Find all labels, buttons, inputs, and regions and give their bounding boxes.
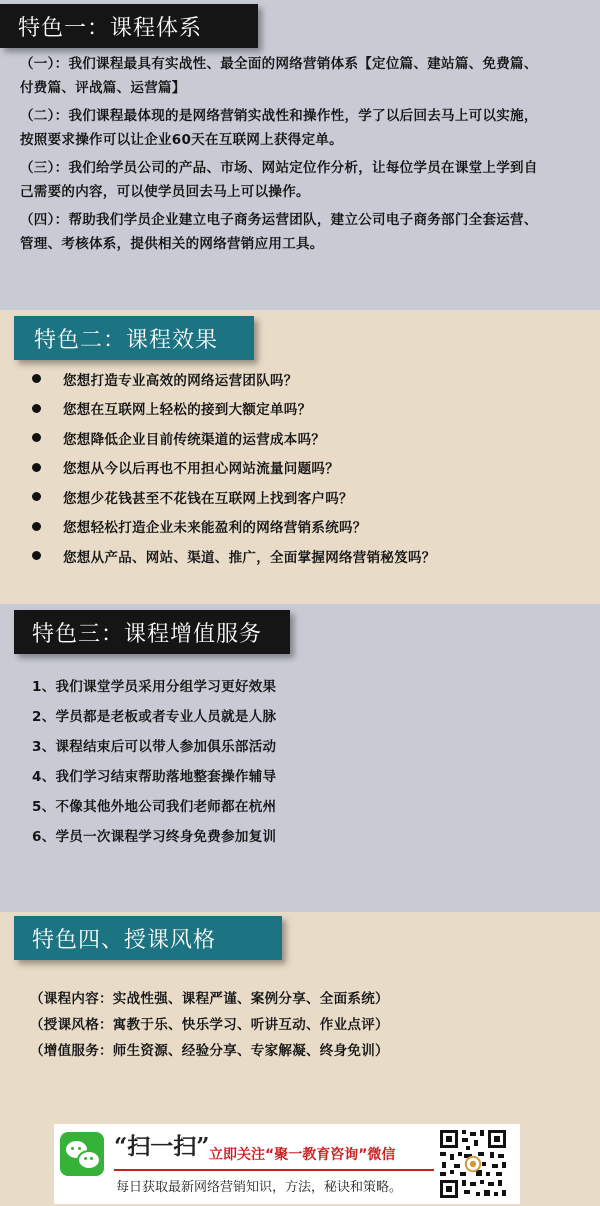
wechat-icon [60, 1132, 104, 1176]
question-text: 您想少花钱甚至不花钱在互联网上找到客户吗？ [63, 490, 353, 507]
wechat-banner[interactable] [54, 1124, 520, 1204]
list-item: 5、不像其他外地公司我们老师都在杭州 [32, 799, 277, 815]
bullet-icon [32, 374, 41, 383]
list-item: 6、学员一次课程学习终身免费参加复训 [32, 829, 277, 845]
paragraph: （三）：我们给学员公司的产品、市场、网站定位作分析，让每位学员在课堂上学到自己需要的内容，可以使学员回去马上可以操作。 [20, 160, 538, 200]
qr-code-icon[interactable] [438, 1128, 508, 1200]
chat-bubble-right [77, 1150, 101, 1170]
paragraph: （一）：我们课程最具有实战性、最全面的网络营销体系【定位篇、建站篇、免费篇、付费篇、评战篇、运营篇】 [20, 56, 538, 96]
question-text: 您想从产品、网站、渠道、推广，全面掌握网络营销秘笈吗？ [63, 549, 436, 566]
list-item [32, 512, 572, 542]
section-course-system [0, 0, 600, 310]
list-item: （课程内容：实战性强、课程严谨、案例分享、全面系统） [30, 991, 389, 1007]
follow-label: 立即关注“聚一教育咨询”微信 [209, 1147, 396, 1163]
list-item: 2、学员都是老板或者专业人员就是人脉 [32, 709, 277, 725]
list-item: 1、我们课堂学员采用分组学习更好效果 [32, 679, 277, 695]
section-course-effect [0, 310, 600, 604]
question-text: 您想打造专业高效的网络运营团队吗？ [63, 372, 298, 389]
bullet-icon [32, 522, 41, 531]
question-text: 您想在互联网上轻松的接到大额定单吗？ [63, 402, 312, 419]
bullet-icon [32, 404, 41, 413]
style-list [30, 986, 570, 1064]
list-item [32, 453, 572, 483]
question-text: 您想降低企业目前传统渠道的运营成本吗？ [63, 431, 326, 448]
bullet-icon [32, 463, 41, 472]
list-item [32, 394, 572, 424]
list-item: （增值服务：师生资源、经验分享、专家解凝、终身免训） [30, 1043, 389, 1059]
section-title: 特色二：课程效果 [14, 316, 254, 360]
section-value-added-services [0, 604, 600, 912]
paragraph: （二）：我们课程最体现的是网络营销实战性和操作性，学了以后回去马上可以实施，按照要求操作可以让企业60天在互联网上获得定单。 [20, 108, 538, 148]
bullet-icon [32, 551, 41, 560]
list-item [32, 364, 572, 394]
subtitle-label: 每日获取最新网络营销知识，方法，秘诀和策略。 [116, 1180, 403, 1195]
paragraph-list [20, 52, 540, 260]
list-item: 3、课程结束后可以带人参加俱乐部活动 [32, 739, 277, 755]
numbered-list [32, 672, 552, 852]
question-text: 您想轻松打造企业未来能盈利的网络营销系统吗？ [63, 520, 367, 537]
bullet-icon [32, 433, 41, 442]
section-title: 特色四、授课风格 [14, 916, 282, 960]
list-item: （授课风格：寓教于乐、快乐学习、听讲互动、作业点评） [30, 1017, 389, 1033]
list-item: 4、我们学习结束帮助落地整套操作辅导 [32, 769, 277, 785]
section-title: 特色三：课程增值服务 [14, 610, 290, 654]
paragraph: （四）：帮助我们学员企业建立电子商务运营团队，建立公司电子商务部门全套运营、管理、考核体系，提供相关的网络营销应用工具。 [20, 212, 538, 252]
divider [114, 1169, 434, 1171]
list-item [32, 423, 572, 453]
list-item [32, 541, 572, 571]
list-item [32, 482, 572, 512]
bullet-icon [32, 492, 41, 501]
scan-label: “扫一扫” [114, 1133, 210, 1160]
question-list [32, 364, 572, 571]
section-title: 特色一：课程体系 [0, 4, 258, 48]
question-text: 您想从今以后再也不用担心网站流量问题吗？ [63, 461, 339, 478]
